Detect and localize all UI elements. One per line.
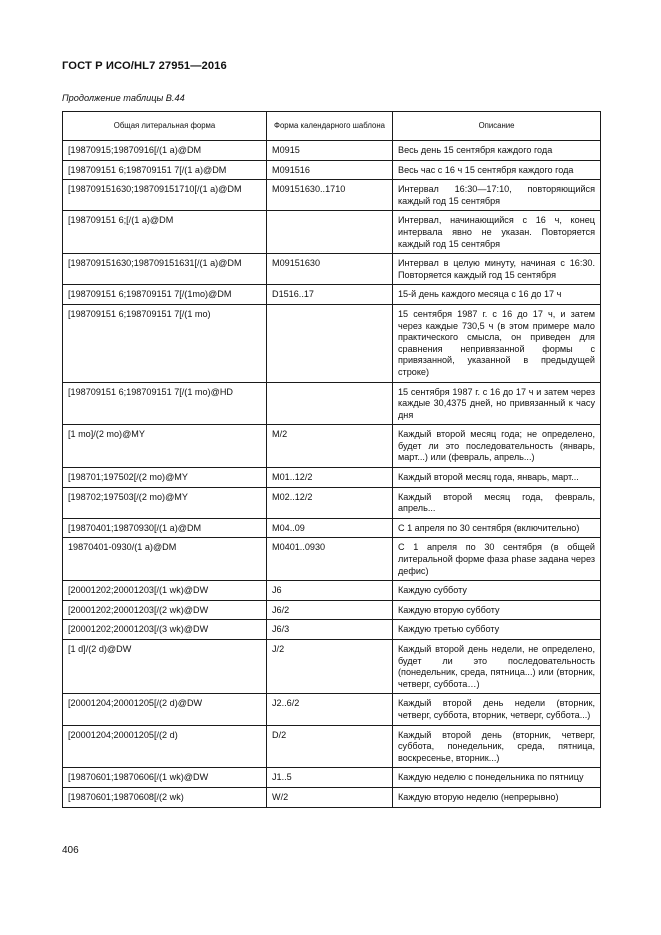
description-cell: Весь день 15 сентября каждого года [393,141,601,161]
literal-form-cell: [19870915;19870916[/(1 a)@DM [63,141,267,161]
description-cell: 15-й день каждого месяца с 16 до 17 ч [393,285,601,305]
table-row [63,768,601,788]
literal-form-cell: [19870601;19870608[/(2 wk) [63,787,267,807]
description-cell: Интервал 16:30—17:10, повторяющийся каждый год 15 сентября [393,180,601,211]
calendar-pattern-cell: M0401..0930 [267,538,393,581]
table-row [63,425,601,468]
calendar-pattern-cell: D1516..17 [267,285,393,305]
literal-form-cell: [198709151 6;198709151 7[/(1mo)@DM [63,285,267,305]
description-cell: Интервал в целую минуту, начиная с 16:30. Повторяется каждый год 15 сентября [393,254,601,285]
calendar-pattern-cell: M091516 [267,160,393,180]
description-cell: Каждую неделю с понедельника по пятницу [393,768,601,788]
literal-form-cell: [19870401;19870930[/(1 a)@DM [63,518,267,538]
calendar-pattern-cell: J6 [267,581,393,601]
calendar-pattern-cell: M02..12/2 [267,487,393,518]
description-cell: Каждый второй месяц года, январь, март... [393,468,601,488]
table-row [63,538,601,581]
calendar-pattern-cell: J6/3 [267,620,393,640]
calendar-pattern-cell: J2..6/2 [267,694,393,725]
table-row [63,694,601,725]
literal-form-cell: [198709151630;198709151710[/(1 a)@DM [63,180,267,211]
table-row [63,487,601,518]
table-row [63,141,601,161]
table-body [63,141,601,808]
table-row [63,468,601,488]
description-cell: 15 сентября 1987 г. с 16 до 17 ч, и затем через каждые 730,5 ч (в этом примере мало практического смысла, он приведен для сравнения непривязанной формы с привязанной, указанной в предыдущей строке) [393,304,601,382]
table-row [63,304,601,382]
calendar-pattern-cell: M/2 [267,425,393,468]
table-caption: Продолжение таблицы В.44 [62,93,185,103]
literal-form-cell: [20001202;20001203[/(2 wk)@DW [63,600,267,620]
table-row [63,285,601,305]
literal-form-cell: [20001202;20001203[/(3 wk)@DW [63,620,267,640]
table-row [63,581,601,601]
calendar-pattern-cell [267,382,393,425]
calendar-pattern-cell: J1..5 [267,768,393,788]
column-header-description: Описание [393,112,601,141]
table-row [63,382,601,425]
description-cell: С 1 апреля по 30 сентября (включительно) [393,518,601,538]
table-row [63,254,601,285]
literal-form-cell: [198709151 6;198709151 7[/(1 mo)@HD [63,382,267,425]
description-cell: 15 сентября 1987 г. с 16 до 17 ч и затем через каждые 30,4375 дней, но привязанный к часу дня [393,382,601,425]
literal-form-cell: [198709151 6;[/(1 a)@DM [63,211,267,254]
description-cell: С 1 апреля по 30 сентября (в общей литеральной форме фаза phase задана через дефис) [393,538,601,581]
calendar-pattern-cell: J6/2 [267,600,393,620]
literal-form-cell: [198709151630;198709151631[/(1 a)@DM [63,254,267,285]
description-cell: Каждую субботу [393,581,601,601]
table-row [63,518,601,538]
calendar-pattern-cell: M01..12/2 [267,468,393,488]
table-row [63,600,601,620]
description-cell: Каждый второй месяц года; не определено, будет ли это последовательность (январь, март...) или (февраль, апрель...) [393,425,601,468]
description-cell: Каждую вторую неделю (непрерывно) [393,787,601,807]
description-cell: Каждый второй день (вторник, четверг, суббота, понедельник, среда, пятница, воскресенье, вторник...) [393,725,601,768]
calendar-pattern-cell: M0915 [267,141,393,161]
description-cell: Интервал, начинающийся с 16 ч, конец интервала явно не указан. Повторяется каждый год 15 сентября [393,211,601,254]
literal-form-cell: [198702;197503[/(2 mo)@MY [63,487,267,518]
literal-form-cell: [1 mo]/(2 mo)@MY [63,425,267,468]
calendar-pattern-cell: M09151630 [267,254,393,285]
table-row [63,725,601,768]
page-number: 406 [62,845,79,856]
table-row [63,180,601,211]
literal-form-cell: [19870601;19870606[/(1 wk)@DW [63,768,267,788]
description-cell: Весь час с 16 ч 15 сентября каждого года [393,160,601,180]
description-cell: Каждый второй месяц года, февраль, апрель... [393,487,601,518]
table-row [63,640,601,694]
description-cell: Каждую вторую субботу [393,600,601,620]
calendar-pattern-cell: M09151630..1710 [267,180,393,211]
calendar-pattern-cell: M04..09 [267,518,393,538]
calendar-pattern-cell [267,211,393,254]
calendar-pattern-cell: D/2 [267,725,393,768]
literal-form-cell: 19870401-0930/(1 a)@DM [63,538,267,581]
literal-form-cell: [20001204;20001205[/(2 d)@DW [63,694,267,725]
description-cell: Каждый второй день недели (вторник, четверг, суббота, вторник, четверг, суббота...) [393,694,601,725]
description-cell: Каждую третью субботу [393,620,601,640]
table-row [63,620,601,640]
calendar-pattern-cell [267,304,393,382]
literal-form-cell: [198709151 6;198709151 7[/(1 a)@DM [63,160,267,180]
literal-form-cell: [20001204;20001205[/(2 d) [63,725,267,768]
literal-form-cell: [20001202;20001203[/(1 wk)@DW [63,581,267,601]
calendar-pattern-cell: J/2 [267,640,393,694]
document-header: ГОСТ Р ИСО/HL7 27951—2016 [62,60,227,72]
table-row [63,211,601,254]
literal-form-cell: [198709151 6;198709151 7[/(1 mo) [63,304,267,382]
table-row [63,787,601,807]
calendar-pattern-cell: W/2 [267,787,393,807]
data-table [62,111,601,808]
literal-form-cell: [198701;197502[/(2 mo)@MY [63,468,267,488]
column-header-calendar-pattern: Форма календарного шаблона [267,112,393,141]
column-header-literal-form: Общая литеральная форма [63,112,267,141]
table-header-row [63,112,601,141]
description-cell: Каждый второй день недели, не определено, будет ли это последовательность (понедельник, среда, пятница...) или (вторник, четверг, суббота…) [393,640,601,694]
table-row [63,160,601,180]
literal-form-cell: [1 d]/(2 d)@DW [63,640,267,694]
